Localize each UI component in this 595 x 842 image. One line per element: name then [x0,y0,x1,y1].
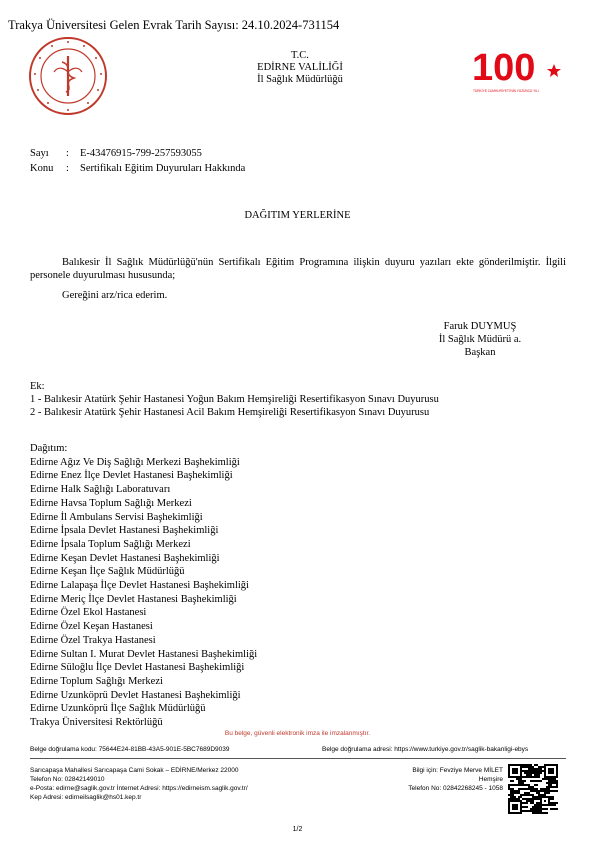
distribution-item: Edirne Özel Keşan Hastanesi [30,621,153,633]
subject-colon: : [66,163,69,174]
centennial-logo-caption: TÜRKİYE CUMHURİYETİ'NİN YÜZÜNCÜ YILI [473,89,539,93]
attachments-section [30,380,439,419]
distribution-item: Edirne İpsala Devlet Hastanesi Başhekimliği [30,525,219,537]
signature-block [400,320,560,359]
attachment-item: 2 - Balıkesir Atatürk Şehir Hastanesi Acil Bakım Hemşireliği Resertifikasyon Sınavı Duyurusu [30,407,430,418]
distribution-item: Edirne Keşan İlçe Sağlık Müdürlüğü [30,566,185,578]
subject-value: Sertifikalı Eğitim Duyuruları Hakkında [80,163,246,174]
distribution-item: Edirne Özel Trakya Hastanesi [30,634,156,646]
subject-label: Konu [30,163,54,174]
reference-colon: : [66,148,69,159]
footer-email[interactable]: e-Posta: edirne@saglik.gov.tr İnternet Adresi: https://edirneism.saglik.gov.tr/ [30,785,248,792]
reference-number-row [30,148,202,159]
reference-value: E-43476915-799-257593055 [80,148,202,159]
footer-address: Sarıcapaşa Mahallesi Sarıcapaşa Cami Sokak – EDİRNE/Merkez 22000 [30,767,239,774]
qr-code-icon [508,764,558,814]
verification-code: Belge doğrulama kodu: 75644E24-81BB-43A5-901E-5BC7689D9039 [30,746,230,753]
footer-phone: Telefon No: 02842149010 [30,776,105,783]
distribution-item: Edirne Havsa Toplum Sağlığı Merkezi [30,497,192,509]
signer-title: İl Sağlık Müdürü a. [438,334,522,345]
body-paragraph: Balıkesir İl Sağlık Müdürlüğü'nün Sertifikalı Eğitim Programına ilişkin duyuru yazıları ekte gönderilmiştir. İlgili personele duyurulması hususunda; [30,257,566,281]
distribution-item: Edirne Lalapaşa İlçe Devlet Hastanesi Başhekimliği [30,580,249,592]
footer-contact [30,766,248,802]
distribution-item: Edirne Özel Ekol Hastanesi [30,607,147,619]
distribution-item: Edirne İl Ambulans Servisi Başhekimliği [30,511,203,523]
footer-divider [30,758,566,759]
reference-label: Sayı [30,148,49,159]
distribution-item: Edirne Sultan I. Murat Devlet Hastanesi Başhekimliği [30,648,258,660]
footer-kep: Kep Adresi: edirneilsaglik@hs01.kep.tr [30,794,142,801]
header-line-governorship: EDİRNE VALİLİĞİ [257,62,343,73]
institution-header [200,50,400,86]
incoming-document-stamp: Trakya Üniversitesi Gelen Evrak Tarih Sayısı: 24.10.2024-731154 [8,18,340,32]
distribution-item: Trakya Üniversitesi Rektörlüğü [30,717,163,729]
distribution-item: Edirne İpsala Toplum Sağlığı Merkezi [30,538,191,550]
header-line-tc: T.C. [291,50,309,61]
footer-info [395,766,503,793]
verification-address[interactable]: Belge doğrulama adresi: https://www.turkiye.gov.tr/saglik-bakanligi-ebys [322,746,529,753]
subject-row [30,163,245,174]
addressee-title: DAĞITIM YERLERİNE [244,210,351,221]
info-contact-phone: Telefon No: 02842268245 - 1058 [408,785,503,792]
distribution-item: Edirne Toplum Sağlığı Merkezi [30,675,163,687]
ministry-seal-icon [28,36,108,116]
page-number: 1/2 [292,826,303,833]
attachment-item: 1 - Balıkesir Atatürk Şehir Hastanesi Yoğun Bakım Hemşireliği Resertifikasyon Sınavı Duyurusu [30,394,439,405]
distribution-item: Edirne Enez İlçe Devlet Hastanesi Başhekimliği [30,470,233,482]
distribution-list [30,442,257,730]
distribution-item: Edirne Ağız Ve Diş Sağlığı Merkezi Başhekimliği [30,456,240,468]
esignature-notice: Bu belge, güvenli elektronik imza ile imzalanmıştır. [224,730,371,737]
distribution-item: Edirne Uzunköprü İlçe Sağlık Müdürlüğü [30,703,206,715]
distribution-item: Edirne Keşan Devlet Hastanesi Başhekimliği [30,552,220,564]
info-contact-name: Bilgi için: Fevziye Merve MİLET [412,767,503,774]
body-closing: Gereğini arz/rica ederim. [62,290,168,301]
signer-role: Başkan [464,347,496,358]
centennial-logo-number: 100 [472,47,536,89]
distribution-item: Edirne Süloğlu İlçe Devlet Hastanesi Başhekimliği [30,662,245,674]
distribution-item: Edirne Uzunköprü Devlet Hastanesi Başhekimliği [30,689,241,701]
centennial-logo [470,42,562,98]
distribution-item: Edirne Halk Sağlığı Laboratuvarı [30,484,171,496]
signer-name: Faruk DUYMUŞ [443,321,517,332]
info-contact-title: Hemşire [478,776,503,783]
attachments-label: Ek: [30,381,45,392]
distribution-label: Dağıtım: [30,443,68,454]
header-line-directorate: İl Sağlık Müdürlüğü [257,74,343,85]
distribution-item: Edirne Meriç İlçe Devlet Hastanesi Başhekimliği [30,593,237,605]
